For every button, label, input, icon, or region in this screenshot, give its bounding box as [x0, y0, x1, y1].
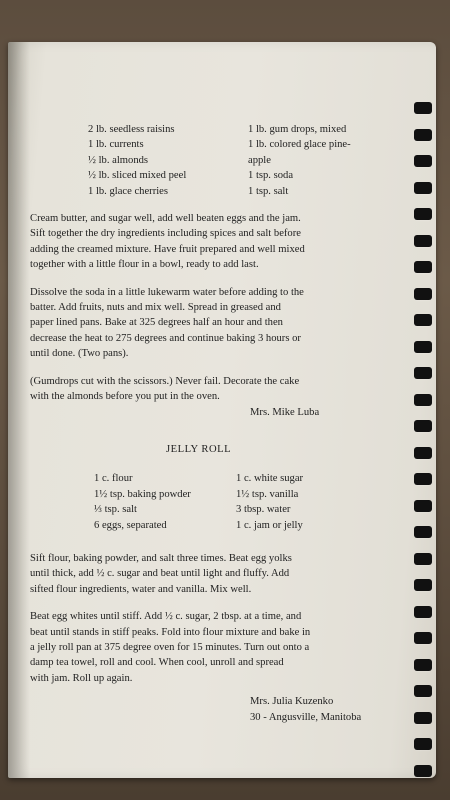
jelly-roll-ingredients	[30, 471, 450, 533]
binding-coil	[414, 632, 432, 644]
ingredient-line: ⅓ tsp. salt	[94, 504, 137, 516]
text-line: sifted flour ingredients, water and vanilla. Mix well.	[30, 583, 252, 595]
instruction-paragraph	[30, 551, 410, 597]
ingredients-column-right	[236, 471, 450, 533]
binding-coil	[414, 314, 432, 326]
binding-coil	[414, 606, 432, 618]
text-line: decrease the heat to 275 degrees and continue baking 3 hours or	[30, 332, 301, 344]
ingredient-line: 1 lb. currents	[88, 139, 144, 151]
ingredient-line: 2 lb. seedless raisins	[88, 124, 175, 135]
cookbook-page	[8, 42, 436, 778]
ingredients-column-left	[88, 122, 248, 199]
recipe-author: Mrs. Mike Luba	[250, 406, 320, 418]
binding-coil	[414, 394, 432, 406]
binding-coil	[414, 765, 432, 777]
text-line: beat until stands in stiff peaks. Fold into flour mixture and bake in	[30, 626, 311, 638]
text-line: damp tea towel, roll and cool. When cool, unroll and spread	[30, 657, 284, 669]
ingredient-line: 1 c. flour	[94, 473, 133, 485]
ingredient-line: 1 c. white sugar	[236, 473, 304, 485]
binding-coil	[414, 712, 432, 724]
ingredients-column-right	[248, 122, 450, 199]
text-line: with jam. Roll up again.	[30, 672, 133, 684]
binding-coil	[414, 341, 432, 353]
spiral-binding	[410, 102, 436, 792]
page-gutter-shadow	[8, 42, 30, 778]
ingredient-line: 1 lb. glace cherries	[88, 185, 169, 197]
ingredient-line: 1 tsp. salt	[248, 185, 289, 197]
ingredient-line: 1 c. jam or jelly	[236, 519, 303, 531]
text-line: until thick, add ½ c. sugar and beat until light and fluffy. Add	[30, 568, 290, 580]
ingredient-line: apple	[248, 154, 271, 166]
ingredients-column-left	[94, 471, 236, 533]
text-line: Beat egg whites until stiff. Add ½ c. sugar, 2 tbsp. at a time, and	[30, 611, 302, 623]
text-line: (Gumdrops cut with the scissors.) Never fail. Decorate the cake	[30, 375, 300, 387]
text-line: Sift together the dry ingredients including spices and salt before	[30, 228, 301, 240]
binding-coil	[414, 367, 432, 379]
text-line: together with a little flour in a bowl, ready to add last.	[30, 259, 259, 271]
binding-coil	[414, 420, 432, 432]
ingredient-line: ½ lb. almonds	[88, 154, 149, 166]
text-line: Cream butter, and sugar well, add well beaten eggs and the jam.	[30, 213, 301, 225]
binding-coil	[414, 208, 432, 220]
text-line: paper lined pans. Bake at 325 degrees half an hour and then	[30, 317, 283, 329]
text-line: adding the creamed mixture. Have fruit prepared and well mixed	[30, 243, 305, 255]
text-line: with the almonds before you put in the oven.	[30, 391, 220, 403]
recipe-title: JELLY ROLL	[166, 443, 232, 455]
text-line: batter. Add fruits, nuts and mix well. Spread in greased and	[30, 302, 281, 314]
ingredient-line: ½ lb. sliced mixed peel	[88, 170, 187, 182]
text-line: Sift flour, baking powder, and salt three times. Beat egg yolks	[30, 552, 292, 564]
binding-coil	[414, 235, 432, 247]
binding-coil	[414, 102, 432, 114]
recipe-text	[30, 122, 410, 725]
ingredient-line: 1 tsp. soda	[248, 170, 294, 182]
ingredient-line: 1 lb. colored glace pine-	[248, 139, 351, 151]
binding-coil	[414, 579, 432, 591]
binding-coil	[414, 553, 432, 565]
ingredient-line: 6 eggs, separated	[94, 519, 167, 531]
binding-coil	[414, 261, 432, 273]
instruction-paragraph	[30, 374, 410, 420]
ingredient-line: 1½ tsp. baking powder	[94, 488, 191, 500]
binding-coil	[414, 685, 432, 697]
text-line: Dissolve the soda in a little lukewarm water before adding to the	[30, 286, 304, 298]
ingredient-line: 1 lb. gum drops, mixed	[248, 124, 347, 135]
text-line: until done. (Two pans).	[30, 348, 129, 360]
text-line: a jelly roll pan at 375 degree oven for 15 minutes. Turn out onto a	[30, 641, 310, 653]
instruction-paragraph	[30, 285, 410, 362]
instruction-paragraph	[30, 609, 410, 686]
ingredient-line: 3 tbsp. water	[236, 504, 291, 516]
binding-coil	[414, 288, 432, 300]
recipe-author-location: 30 - Angusville, Manitoba	[250, 711, 362, 723]
recipe-author-block	[30, 694, 410, 725]
binding-coil	[414, 738, 432, 750]
fruitcake-ingredients	[30, 122, 450, 199]
recipe-author: Mrs. Julia Kuzenko	[250, 696, 334, 708]
binding-coil	[414, 447, 432, 459]
instruction-paragraph	[30, 211, 410, 273]
binding-coil	[414, 659, 432, 671]
ingredient-line: 1½ tsp. vanilla	[236, 488, 299, 500]
